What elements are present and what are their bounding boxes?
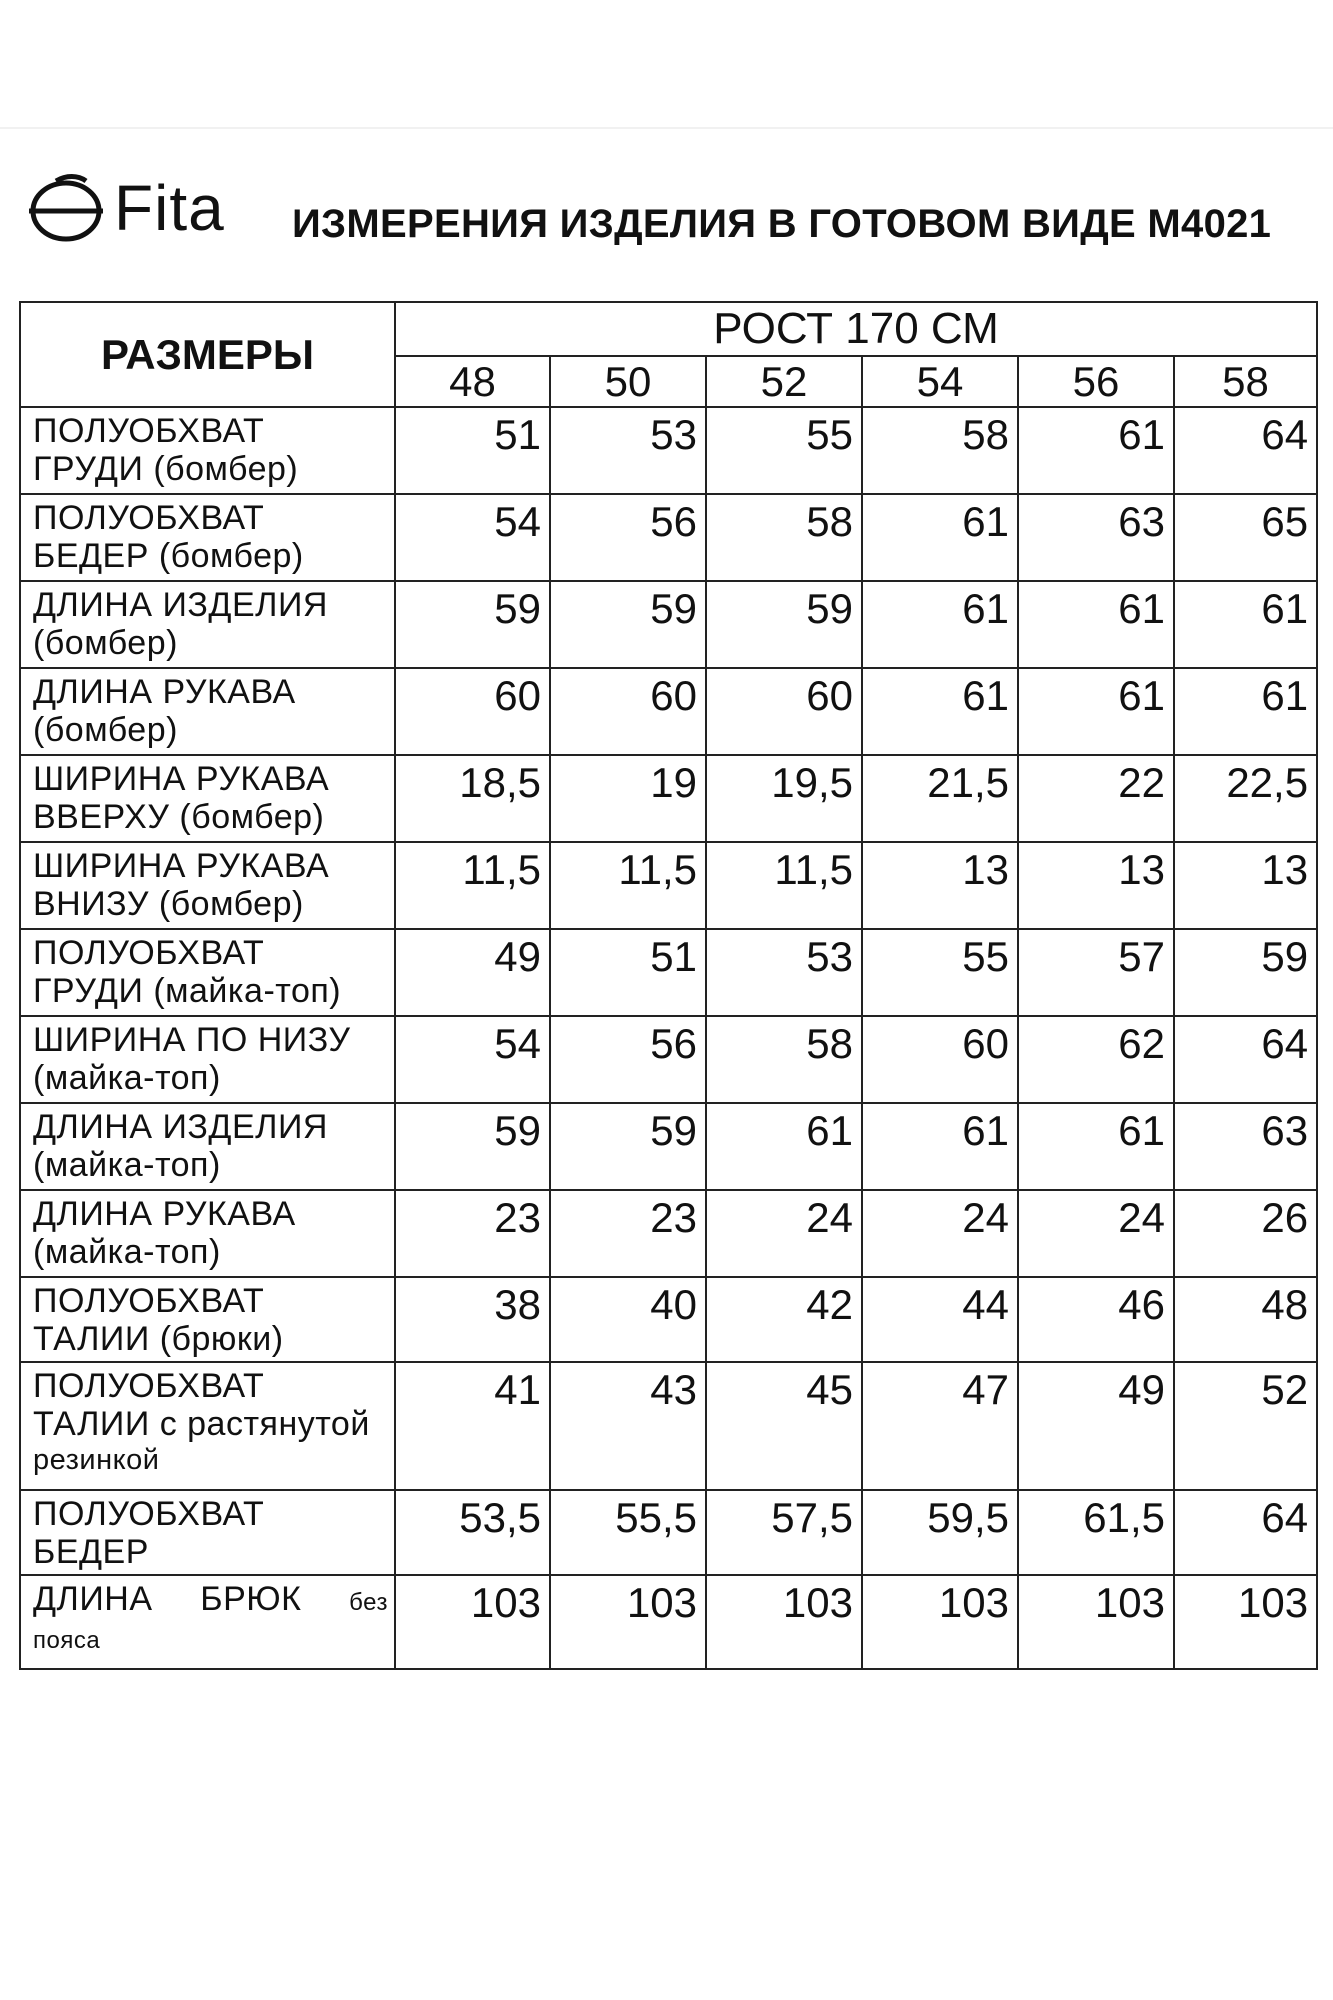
table-row: [20, 581, 1317, 668]
table-cell: 40: [550, 1277, 706, 1362]
table-cell: 59: [1174, 929, 1317, 1016]
table-row: [20, 1575, 1317, 1669]
table-row: [20, 929, 1317, 1016]
table-cell: 59: [550, 1103, 706, 1190]
table-cell: 18,5: [395, 755, 550, 842]
table-row: [20, 1103, 1317, 1190]
table-cell: 51: [550, 929, 706, 1016]
table-cell: 53,5: [395, 1490, 550, 1575]
page-title: ИЗМЕРЕНИЯ ИЗДЕЛИЯ В ГОТОВОМ ВИДЕ М4021: [292, 202, 1272, 246]
table-cell: 47: [862, 1362, 1018, 1490]
table-cell: 13: [1174, 842, 1317, 929]
table-cell: 49: [395, 929, 550, 1016]
table-cell: 59,5: [862, 1490, 1018, 1575]
table-cell: 65: [1174, 494, 1317, 581]
table-cell: 59: [395, 581, 550, 668]
row-label: ПОЛУОБХВАТ БЕДЕР (бомбер): [20, 494, 395, 581]
table-cell: 58: [706, 1016, 862, 1103]
table-cell: 38: [395, 1277, 550, 1362]
table-cell: 46: [1018, 1277, 1174, 1362]
size-header: 58: [1174, 356, 1317, 407]
table-cell: 44: [862, 1277, 1018, 1362]
table-cell: 61,5: [1018, 1490, 1174, 1575]
table-cell: 61: [706, 1103, 862, 1190]
table-cell: 103: [1174, 1575, 1317, 1669]
table-cell: 103: [1018, 1575, 1174, 1669]
table-cell: 64: [1174, 1490, 1317, 1575]
table-cell: 55: [862, 929, 1018, 1016]
table-cell: 60: [550, 668, 706, 755]
table-cell: 13: [1018, 842, 1174, 929]
table-cell: 62: [1018, 1016, 1174, 1103]
table-cell: 61: [1018, 581, 1174, 668]
row-label: ШИРИНА ПО НИЗУ (майка-топ): [20, 1016, 395, 1103]
table-row: [20, 407, 1317, 494]
table-cell: 19: [550, 755, 706, 842]
table-cell: 53: [706, 929, 862, 1016]
size-header: 54: [862, 356, 1018, 407]
table-cell: 21,5: [862, 755, 1018, 842]
table-cell: 60: [862, 1016, 1018, 1103]
table-cell: 24: [706, 1190, 862, 1277]
table-cell: 11,5: [550, 842, 706, 929]
table-cell: 61: [1018, 407, 1174, 494]
table-cell: 63: [1018, 494, 1174, 581]
table-cell: 23: [550, 1190, 706, 1277]
row-label: ПОЛУОБХВАТ БЕДЕР: [20, 1490, 395, 1575]
header-height-label: РОСТ 170 СМ: [395, 302, 1317, 356]
table-row: [20, 842, 1317, 929]
row-label: ПОЛУОБХВАТ ГРУДИ (майка-топ): [20, 929, 395, 1016]
table-row: [20, 1277, 1317, 1362]
table-cell: 51: [395, 407, 550, 494]
table-cell: 42: [706, 1277, 862, 1362]
table-row: [20, 668, 1317, 755]
table-cell: 43: [550, 1362, 706, 1490]
table-row: [20, 1190, 1317, 1277]
row-label: ШИРИНА РУКАВА ВНИЗУ (бомбер): [20, 842, 395, 929]
table-cell: 58: [862, 407, 1018, 494]
row-label: ДЛИНА ИЗДЕЛИЯ (майка-топ): [20, 1103, 395, 1190]
table-cell: 54: [395, 1016, 550, 1103]
table-cell: 103: [550, 1575, 706, 1669]
table-cell: 24: [862, 1190, 1018, 1277]
brand-name: Fita: [114, 172, 225, 244]
table-row: [20, 1490, 1317, 1575]
size-header: 56: [1018, 356, 1174, 407]
table-cell: 103: [706, 1575, 862, 1669]
row-label: ПОЛУОБХВАТ ТАЛИИ (брюки): [20, 1277, 395, 1362]
table-cell: 48: [1174, 1277, 1317, 1362]
size-header: 52: [706, 356, 862, 407]
table-cell: 64: [1174, 407, 1317, 494]
row-label: ДЛИНА ИЗДЕЛИЯ (бомбер): [20, 581, 395, 668]
table-cell: 57: [1018, 929, 1174, 1016]
table-cell: 57,5: [706, 1490, 862, 1575]
table-cell: 53: [550, 407, 706, 494]
table-cell: 41: [395, 1362, 550, 1490]
table-cell: 11,5: [395, 842, 550, 929]
table-cell: 22: [1018, 755, 1174, 842]
table-cell: 61: [1174, 668, 1317, 755]
row-label: ДЛИНА БРЮК без пояса: [20, 1575, 395, 1669]
table-row: [20, 755, 1317, 842]
table-row: [20, 1016, 1317, 1103]
table-row: [20, 494, 1317, 581]
table-cell: 61: [862, 668, 1018, 755]
table-cell: 59: [550, 581, 706, 668]
top-divider: [0, 127, 1333, 129]
table-cell: 26: [1174, 1190, 1317, 1277]
table-cell: 55,5: [550, 1490, 706, 1575]
table-cell: 19,5: [706, 755, 862, 842]
table-cell: 54: [395, 494, 550, 581]
table-cell: 22,5: [1174, 755, 1317, 842]
header-sizes-label: РАЗМЕРЫ: [20, 302, 395, 407]
table-cell: 61: [1018, 1103, 1174, 1190]
size-table: [19, 301, 1318, 1670]
table-cell: 56: [550, 1016, 706, 1103]
table-cell: 61: [1018, 668, 1174, 755]
table-cell: 61: [862, 494, 1018, 581]
table-cell: 60: [706, 668, 862, 755]
table-cell: 64: [1174, 1016, 1317, 1103]
size-header: 48: [395, 356, 550, 407]
table-cell: 45: [706, 1362, 862, 1490]
row-label: ПОЛУОБХВАТ ТАЛИИ с растянутой резинкой: [20, 1362, 395, 1490]
table-cell: 24: [1018, 1190, 1174, 1277]
table-cell: 13: [862, 842, 1018, 929]
table-cell: 55: [706, 407, 862, 494]
table-cell: 59: [706, 581, 862, 668]
row-label: ШИРИНА РУКАВА ВВЕРХУ (бомбер): [20, 755, 395, 842]
table-cell: 103: [862, 1575, 1018, 1669]
table-cell: 63: [1174, 1103, 1317, 1190]
size-header: 50: [550, 356, 706, 407]
table-cell: 23: [395, 1190, 550, 1277]
table-row: [20, 1362, 1317, 1490]
table-cell: 103: [395, 1575, 550, 1669]
table-cell: 58: [706, 494, 862, 581]
table-cell: 61: [1174, 581, 1317, 668]
table-cell: 52: [1174, 1362, 1317, 1490]
table-cell: 61: [862, 581, 1018, 668]
row-label: ДЛИНА РУКАВА (бомбер): [20, 668, 395, 755]
table-cell: 61: [862, 1103, 1018, 1190]
table-cell: 59: [395, 1103, 550, 1190]
fita-logo-icon: [26, 173, 106, 243]
table-cell: 56: [550, 494, 706, 581]
row-label: ПОЛУОБХВАТ ГРУДИ (бомбер): [20, 407, 395, 494]
table-cell: 11,5: [706, 842, 862, 929]
table-cell: 60: [395, 668, 550, 755]
row-label: ДЛИНА РУКАВА (майка-топ): [20, 1190, 395, 1277]
table-cell: 49: [1018, 1362, 1174, 1490]
brand-logo: [26, 168, 225, 248]
